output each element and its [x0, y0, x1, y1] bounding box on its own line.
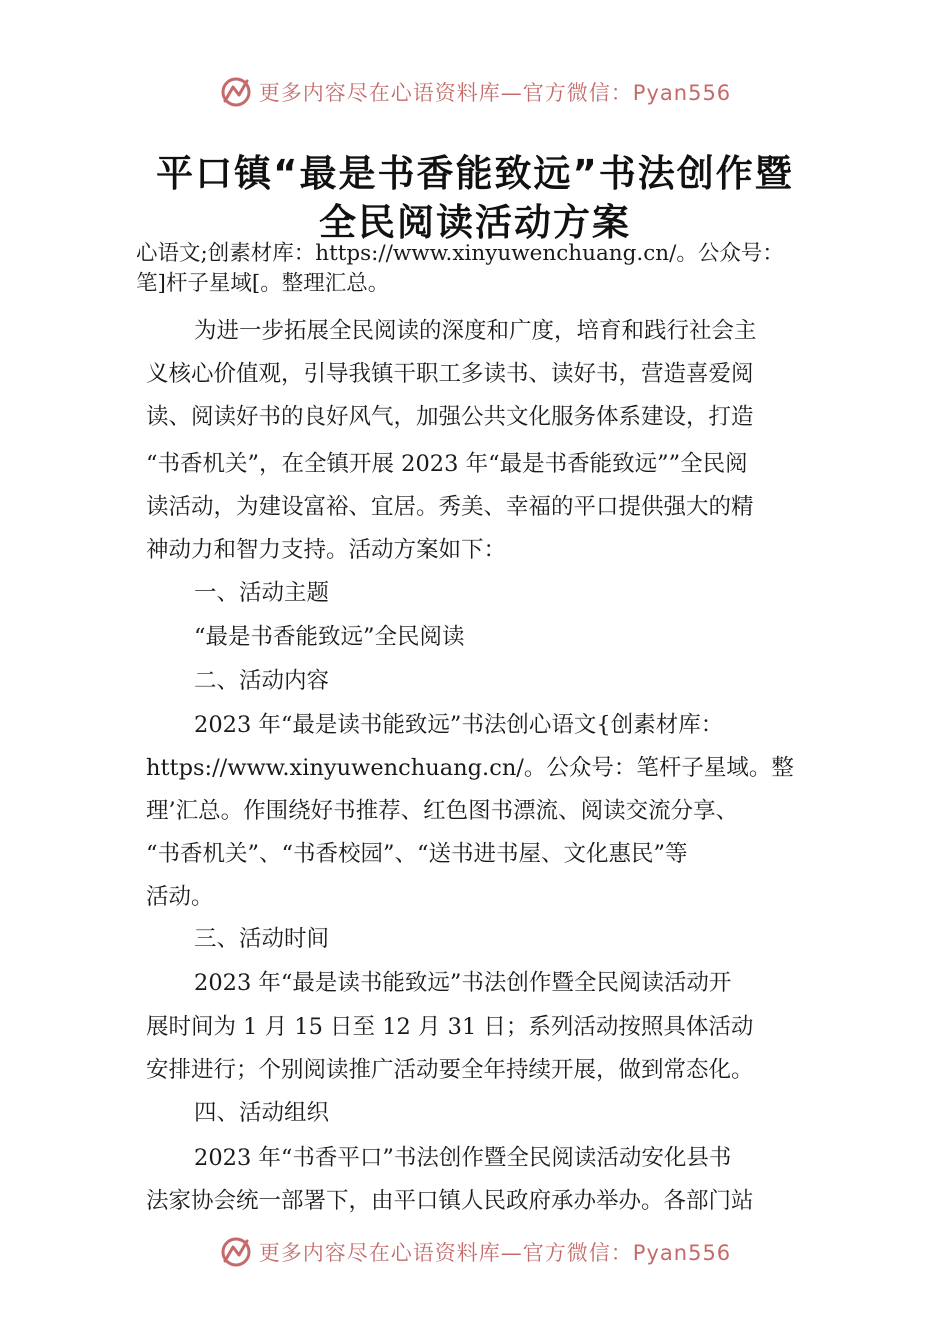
section-heading: 三、活动时间: [194, 926, 330, 952]
body-line: “书香机关”，在全镇开展 2023 年“最是书香能致远””全民阅: [146, 451, 748, 477]
body-line: “最是书香能致远”全民阅读: [194, 624, 465, 650]
body-line: 安排进行；个别阅读推广活动要全年持续开展，做到常态化。: [146, 1057, 754, 1083]
body-line: 神动力和智力支持。活动方案如下：: [146, 537, 507, 563]
section-heading: 一、活动主题: [194, 580, 330, 606]
body-line: 义核心价值观，引导我镇干职工多读书、读好书，营造喜爱阅: [146, 361, 754, 387]
body-line: 2023 年“最是读书能致远”书法创心语文{创素材库：: [194, 712, 724, 738]
body-line: 读活动，为建设富裕、宜居。秀美、幸福的平口提供强大的精: [146, 494, 754, 520]
body-line: 2023 年“书香平口”书法创作暨全民阅读活动安化县书: [194, 1145, 732, 1171]
body-line: 为进一步拓展全民阅读的深度和广度，培育和践行社会主: [194, 318, 757, 344]
body-line: 读、阅读好书的良好风气，加强公共文化服务体系建设，打造: [146, 404, 754, 430]
document-title-line-2: 全民阅读活动方案: [319, 201, 631, 244]
circle-logo-icon: [219, 1235, 253, 1269]
body-line: 法家协会统一部署下，由平口镇人民政府承办举办。各部门站: [146, 1188, 754, 1214]
body-line: 活动。: [146, 884, 214, 910]
section-heading: 四、活动组织: [194, 1100, 330, 1126]
body-line: 2023 年“最是读书能致远”书法创作暨全民阅读活动开: [194, 970, 732, 996]
body-line: https://www.xinyuwenchuang.cn/。公众号：笔杆子星域。整: [146, 755, 794, 781]
source-note-line: 笔]杆子星域[。整理汇总。: [136, 271, 390, 296]
circle-logo-icon: [219, 75, 253, 109]
watermark-text: 更多内容尽在心语资料库—官方微信：Pyan556: [258, 81, 732, 105]
body-line: 理’汇总。作围绕好书推荐、红色图书漂流、阅读交流分享、: [146, 798, 739, 824]
watermark-footer: [0, 1232, 950, 1272]
body-line: 展时间为 1 月 15 日至 12 月 31 日；系列活动按照具体活动: [146, 1014, 754, 1040]
watermark-text: 更多内容尽在心语资料库—官方微信：Pyan556: [258, 1241, 732, 1265]
watermark-header: [0, 72, 950, 112]
body-line: “书香机关”、“书香校园”、“送书进书屋、文化惠民”等: [146, 841, 688, 867]
document-title-line-1: 平口镇“最是书香能致远”书法创作暨: [156, 152, 794, 195]
section-heading: 二、活动内容: [194, 668, 330, 694]
source-note-line: 心语文;创素材库：https://www.xinyuwenchuang.cn/。公众号：: [136, 241, 784, 266]
